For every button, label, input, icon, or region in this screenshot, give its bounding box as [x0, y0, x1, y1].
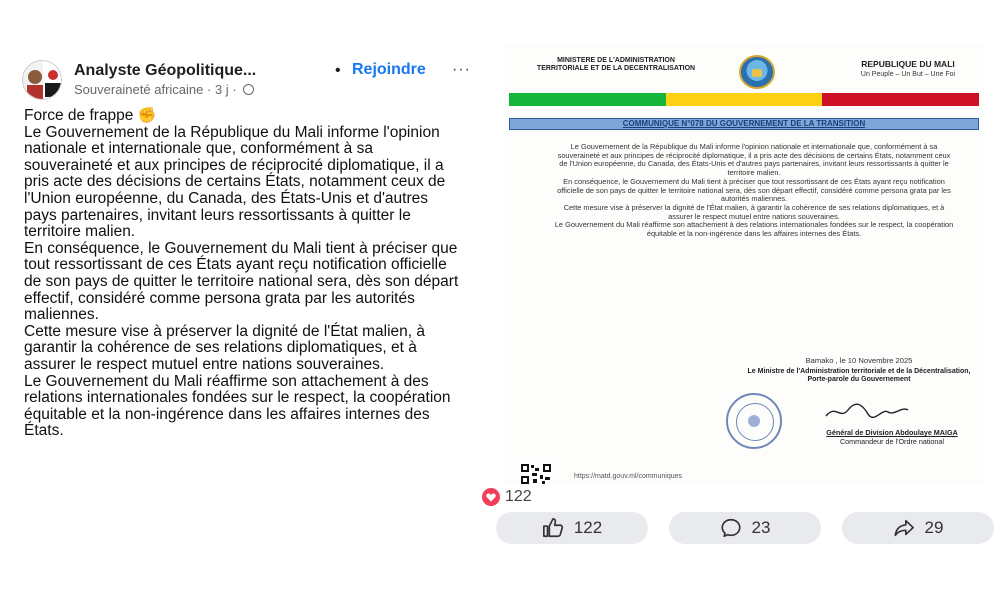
flag-red: [822, 93, 979, 106]
post-text-panel: [0, 0, 470, 600]
post-paragraph: Le Gouvernement de la République du Mali informe l'opinion nationale et internationale que, conformément à sa souveraineté et aux principes de réciprocité diplomatique, il a pris acte des décisions de certains États, notamment ceux de l'Union européenne, du Canada, des États-Unis et d'autres pays partenaires, invitant leurs ressortissants à quitter le territoire malien.: [24, 123, 446, 241]
comment-bubble-icon: [720, 517, 742, 539]
thumbs-up-icon: [542, 517, 564, 539]
comment-button[interactable]: [669, 512, 821, 544]
communique-title: COMMUNIQUE N°078 DU GOUVERNEMENT DE LA TRANSITION: [509, 118, 979, 130]
post-time[interactable]: 3 j: [214, 82, 229, 97]
signature-block: [744, 357, 974, 384]
communique-paragraph: En conséquence, le Gouvernement du Mali tient à préciser que tout ressortissant de ces États ayant reçu notification officielle de son pays de quitter le territoire national sera, dès son départ effectif, considéré comme persona grata par les autorités maliennes.: [557, 176, 951, 204]
action-bar: [490, 512, 1000, 546]
signatory-title: Le Ministre de l'Administration territoriale et de la Décentralisation, Porte-parole du Gouvernement: [747, 368, 971, 383]
source-url: https://matd.gouv.ml/communiques: [574, 473, 683, 480]
republic-name: REPUBLIQUE DU MALI: [861, 59, 955, 69]
join-button[interactable]: Rejoindre: [352, 61, 426, 78]
post-body: [24, 108, 464, 440]
subtitle-text[interactable]: Souveraineté africaine: [74, 82, 204, 97]
separator-dot: •: [335, 62, 341, 79]
signatory-rank: Commandeur de l'Ordre national: [839, 436, 945, 446]
post-meta: [74, 82, 254, 97]
share-arrow-icon: [893, 517, 915, 539]
more-options-button[interactable]: ···: [452, 61, 471, 78]
reaction-summary[interactable]: [490, 487, 532, 507]
national-motto: Un Peuple – Un But – Une Foi: [860, 71, 956, 78]
mali-flag-stripe: [509, 93, 979, 106]
love-reaction-icon: [482, 488, 500, 506]
place-date: Bamako , le 10 Novembre 2025: [805, 356, 913, 365]
communique-paragraph: Cette mesure vise à préserver la dignité de l'État malien, à garantir la cohérence de ses relations diplomatiques, et à assurer le respect mutuel entre nations souveraines.: [563, 202, 945, 221]
group-avatar[interactable]: [22, 60, 62, 100]
post-paragraph: Le Gouvernement du Mali réaffirme son attachement à des relations internationales fondées sur le respect, la coopération équitable et la non-ingérence dans les affaires internes des États.: [24, 372, 451, 440]
group-name[interactable]: Analyste Géopolitique...: [74, 62, 257, 79]
comment-count: 23: [751, 518, 771, 537]
like-count: 122: [573, 518, 603, 537]
handwritten-signature: [822, 400, 912, 422]
post-image-panel: [490, 0, 1000, 600]
communique-paragraph: Le Gouvernement du Mali réaffirme son attachement à des relations internationales fondées sur le respect, la coopération équitable et la non-ingérence dans les affaires internes des États.: [554, 220, 954, 239]
share-button[interactable]: [842, 512, 994, 544]
meta-separator: ·: [206, 82, 212, 97]
post-paragraph: Cette mesure vise à préserver la dignité de l'État malien, à garantir la cohérence de ses relations diplomatiques, et à assurer le respect mutuel entre nations souveraines.: [24, 322, 425, 373]
mali-emblem-icon: [739, 55, 775, 89]
meta-separator: ·: [232, 82, 237, 97]
flag-yellow: [666, 93, 823, 106]
communique-image[interactable]: [504, 45, 984, 485]
share-count: 29: [924, 518, 944, 537]
raised-fist-icon: ✊: [137, 107, 157, 124]
globe-icon: [243, 84, 254, 95]
flag-green: [509, 93, 666, 106]
ministry-header: MINISTERE DE L'ADMINISTRATION TERRITORIALE ET DE LA DECENTRALISATION: [536, 57, 696, 72]
communique-paragraph: Le Gouvernement de la République du Mali informe l'opinion nationale et internationale que, conformément à sa souveraineté et aux principes de réciprocité diplomatique, il a pris acte des décisions de certains États, notamment ceux de l'Union européenne, du Canada, des États-Unis et d'autres pays partenaires, invitant leurs ressortissants à quitter le territoire malien.: [557, 142, 951, 178]
like-button[interactable]: [496, 512, 648, 544]
republic-header: [838, 59, 978, 78]
qr-code-icon: [520, 463, 552, 485]
signatory: [802, 429, 982, 446]
post-header: [22, 58, 471, 104]
post-paragraph: En conséquence, le Gouvernement du Mali tient à préciser que tout ressortissant de ces États ayant reçu notification officielle de son pays de quitter le territoire national sera, dès son départ effectif, considéré comme persona grata par les autorités maliennes.: [24, 239, 459, 324]
post-paragraph: Force de frappe ✊: [24, 107, 157, 124]
reaction-count: 122: [505, 488, 532, 505]
signatory-name: Général de Division Abdoulaye MAIGA: [826, 428, 958, 437]
communique-body: [554, 143, 954, 239]
official-seal-icon: [726, 393, 782, 449]
